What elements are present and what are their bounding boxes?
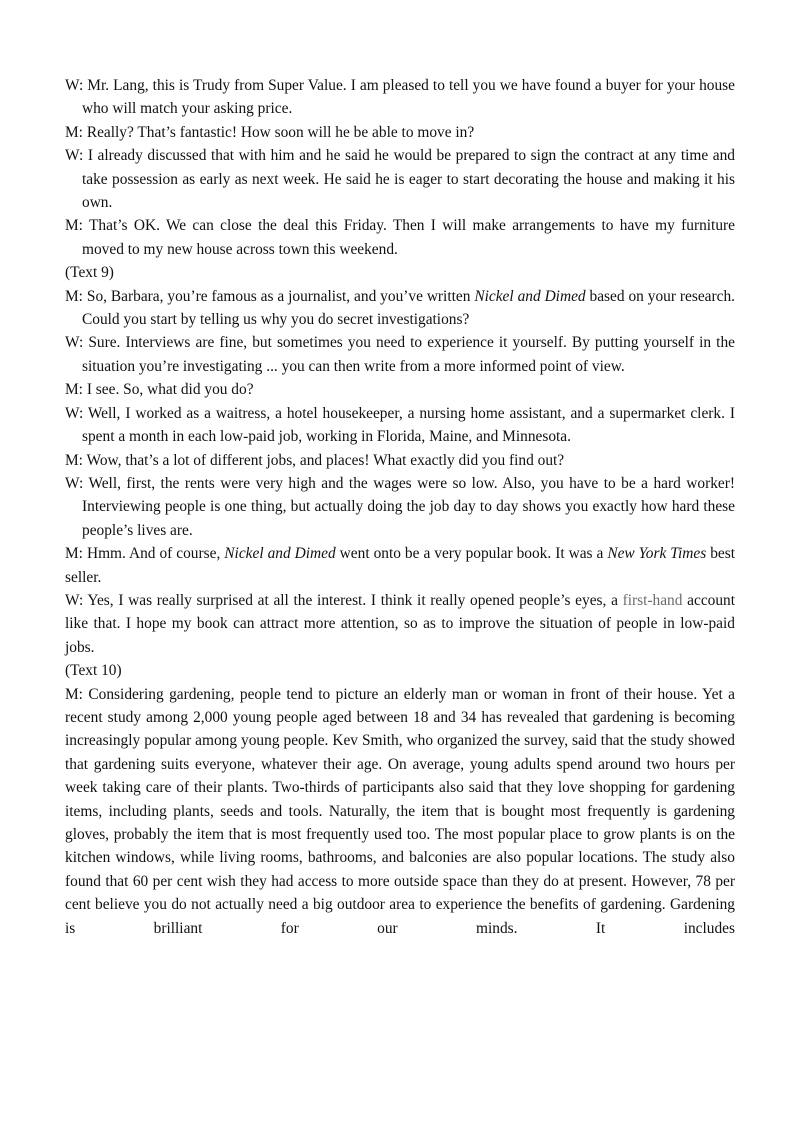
section-heading-text9: (Text 9) <box>65 264 114 282</box>
dialogue-text: That’s OK. We can close the deal this Friday. Then I will make arrangements to have my furniture moved to my new house across town this weekend. <box>82 217 735 258</box>
speaker-label: M: <box>65 217 83 235</box>
dialogue-line <box>65 144 735 214</box>
dialogue-line <box>65 542 735 589</box>
dialogue-text: Wow, that’s a lot of different jobs, and places! What exactly did you find out? <box>86 451 565 469</box>
document-page <box>65 74 735 940</box>
speaker-label: M: <box>65 123 83 141</box>
monologue-text: Considering gardening, people tend to picture an elderly man or woman in front of their house. Yet a recent study among 2,000 young people aged between 18 and 34 has revealed that gardening is becoming increasingly popular among young people. Kev Smith, who organized the survey, said that the study showed that gardening suits everyone, whatever their age. On average, young adults spend around two hours per week taking care of their plants. Two-thirds of participants also said that they love shopping for gardening items, including plants, seeds and tools. Naturally, the item that is bought most frequently is gardening gloves, probably the item that is most frequently used too. The most popular place to grow plants is on the kitchen windows, while living rooms, bathrooms, and balconies are also popular locations. The study also found that 60 per cent wish they had access to more outside space than they do at present. However, 78 per cent believe you do not actually need a big outdoor area to experience the benefits of gardening. Gardening is brilliant for our minds. It includes <box>65 685 735 937</box>
speaker-label: M: <box>65 545 83 563</box>
book-title: Nickel and Dimed <box>474 287 586 305</box>
section-heading-text10: (Text 10) <box>65 662 122 680</box>
dialogue-text: Yes, I was really surprised at all the interest. I think it really opened people’s eyes, a <box>87 591 623 609</box>
speaker-label: M: <box>65 381 83 399</box>
book-title: Nickel and Dimed <box>224 545 336 563</box>
dialogue-text: So, Barbara, you’re famous as a journalist, and you’ve written <box>86 287 475 305</box>
dialogue-text: based on your research. Could you start by telling us why you do secret investigations? <box>82 287 736 329</box>
dialogue-text: I already discussed that with him and he said he would be prepared to sign the contract at any time and take possession as early as next week. He said he is eager to start decorating the house and making it his own. <box>82 147 735 212</box>
dialogue-text: went onto be a very popular book. It was a <box>335 545 608 563</box>
dialogue-line <box>65 214 735 261</box>
speaker-label: W: <box>65 404 84 422</box>
speaker-label: W: <box>65 474 84 492</box>
dialogue-text: Mr. Lang, this is Trudy from Super Value. I am pleased to tell you we have found a buyer for your house who will match your asking price. <box>82 77 735 118</box>
monologue-paragraph <box>65 683 735 940</box>
dialogue-text: I see. So, what did you do? <box>86 381 254 399</box>
dialogue-line <box>65 449 735 472</box>
speaker-label: M: <box>65 685 83 703</box>
dialogue-text: Hmm. And of course, <box>86 545 225 563</box>
speaker-label: M: <box>65 451 83 469</box>
speaker-label: W: <box>65 147 84 165</box>
dialogue-line <box>65 331 735 378</box>
dialogue-text: account like that. I hope my book can attract more attention, so as to improve the situation of people in low-paid jobs. <box>65 591 736 656</box>
dialogue-line <box>65 121 735 144</box>
dialogue-line <box>65 472 735 542</box>
speaker-label: M: <box>65 287 83 305</box>
dialogue-text: best seller. <box>65 545 736 586</box>
speaker-label: W: <box>65 334 84 352</box>
dialogue-line <box>65 378 735 401</box>
dialogue-text: Well, I worked as a waitress, a hotel housekeeper, a nursing home assistant, and a supermarket clerk. I spent a month in each low-paid job, working in Florida, Maine, and Minnesota. <box>82 404 735 446</box>
dialogue-line <box>65 285 735 332</box>
speaker-label: W: <box>65 591 84 609</box>
speaker-label: W: <box>65 77 84 94</box>
dialogue-text: Really? That’s fantastic! How soon will he be able to move in? <box>86 123 475 141</box>
newspaper-title: New York Times <box>607 545 707 563</box>
dialogue-text: Sure. Interviews are fine, but sometimes you need to experience it yourself. By putting yourself in the situation you’re investigating ... you can then write from a more informed point of view. <box>82 334 735 375</box>
highlighted-term: first-hand <box>622 591 683 609</box>
dialogue-line <box>65 74 735 121</box>
dialogue-line <box>65 589 735 659</box>
dialogue-text: Well, first, the rents were very high and the wages were so low. Also, you have to be a hard worker! Interviewing people is one thing, but actually doing the job day to day shows you exactly how hard these people’s lives are. <box>82 474 735 539</box>
dialogue-line <box>65 402 735 449</box>
